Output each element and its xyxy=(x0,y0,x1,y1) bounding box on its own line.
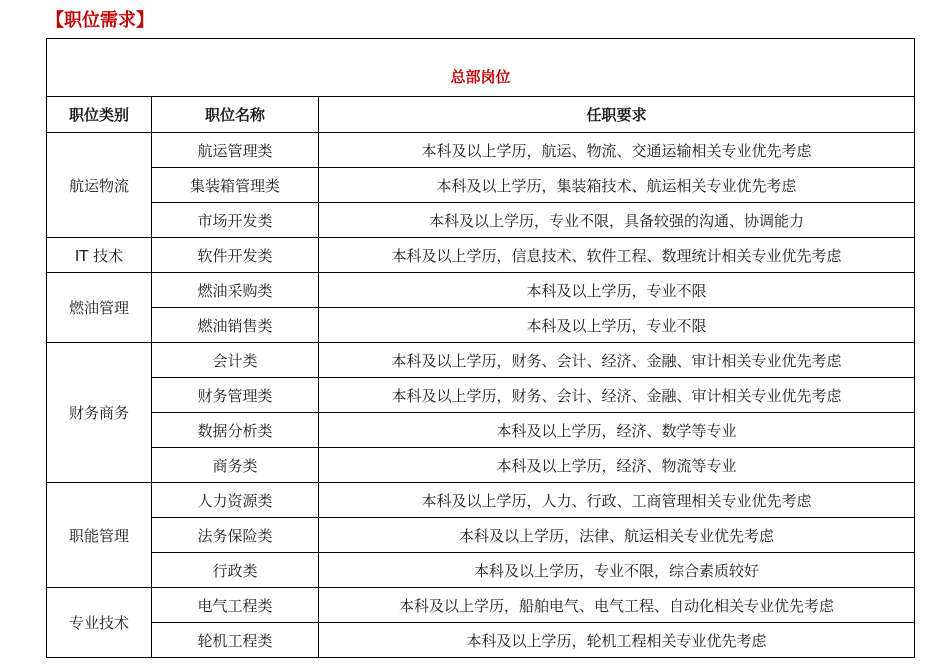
cell-position-name: 集装箱管理类 xyxy=(152,168,319,203)
header-requirement: 任职要求 xyxy=(319,97,915,133)
cell-category: 专业技术 xyxy=(47,588,152,658)
header-name: 职位名称 xyxy=(152,97,319,133)
cell-category: 财务商务 xyxy=(47,343,152,483)
cell-requirement: 本科及以上学历，集装箱技术、航运相关专业优先考虑 xyxy=(319,168,915,203)
table-row xyxy=(47,413,915,448)
table-header-row xyxy=(47,97,915,133)
cell-requirement: 本科及以上学历，信息技术、软件工程、数理统计相关专业优先考虑 xyxy=(319,238,915,273)
table-row xyxy=(47,238,915,273)
table-row xyxy=(47,203,915,238)
cell-position-name: 燃油采购类 xyxy=(152,273,319,308)
cell-requirement: 本科及以上学历，专业不限，具备较强的沟通、协调能力 xyxy=(319,203,915,238)
section-heading: 【职位需求】 xyxy=(46,10,154,31)
cell-requirement: 本科及以上学历，经济、数学等专业 xyxy=(319,413,915,448)
cell-requirement: 本科及以上学历，法律、航运相关专业优先考虑 xyxy=(319,518,915,553)
cell-requirement: 本科及以上学历，财务、会计、经济、金融、审计相关专业优先考虑 xyxy=(319,343,915,378)
table-row xyxy=(47,518,915,553)
cell-requirement: 本科及以上学历，专业不限 xyxy=(319,273,915,308)
table-row xyxy=(47,308,915,343)
table-title: 总部岗位 xyxy=(47,39,915,97)
header-category: 职位类别 xyxy=(47,97,152,133)
table-row xyxy=(47,133,915,168)
table-row xyxy=(47,553,915,588)
cell-position-name: 商务类 xyxy=(152,448,319,483)
cell-requirement: 本科及以上学历，专业不限 xyxy=(319,308,915,343)
cell-position-name: 财务管理类 xyxy=(152,378,319,413)
cell-category: IT 技术 xyxy=(47,238,152,273)
table-row xyxy=(47,343,915,378)
cell-category: 航运物流 xyxy=(47,133,152,238)
cell-position-name: 数据分析类 xyxy=(152,413,319,448)
cell-requirement: 本科及以上学历，人力、行政、工商管理相关专业优先考虑 xyxy=(319,483,915,518)
cell-category: 燃油管理 xyxy=(47,273,152,343)
table-row xyxy=(47,588,915,623)
table-body xyxy=(47,133,915,658)
table-row xyxy=(47,448,915,483)
cell-requirement: 本科及以上学历，轮机工程相关专业优先考虑 xyxy=(319,623,915,658)
cell-requirement: 本科及以上学历，专业不限，综合素质较好 xyxy=(319,553,915,588)
cell-requirement: 本科及以上学历，船舶电气、电气工程、自动化相关专业优先考虑 xyxy=(319,588,915,623)
cell-requirement: 本科及以上学历，经济、物流等专业 xyxy=(319,448,915,483)
cell-position-name: 软件开发类 xyxy=(152,238,319,273)
table-row xyxy=(47,483,915,518)
cell-position-name: 燃油销售类 xyxy=(152,308,319,343)
cell-position-name: 法务保险类 xyxy=(152,518,319,553)
cell-position-name: 市场开发类 xyxy=(152,203,319,238)
cell-requirement: 本科及以上学历，航运、物流、交通运输相关专业优先考虑 xyxy=(319,133,915,168)
cell-category: 职能管理 xyxy=(47,483,152,588)
table-row xyxy=(47,623,915,658)
table-row xyxy=(47,378,915,413)
cell-position-name: 行政类 xyxy=(152,553,319,588)
cell-position-name: 航运管理类 xyxy=(152,133,319,168)
job-requirements-table xyxy=(46,38,915,658)
cell-requirement: 本科及以上学历，财务、会计、经济、金融、审计相关专业优先考虑 xyxy=(319,378,915,413)
cell-position-name: 人力资源类 xyxy=(152,483,319,518)
table-row xyxy=(47,273,915,308)
cell-position-name: 轮机工程类 xyxy=(152,623,319,658)
cell-position-name: 电气工程类 xyxy=(152,588,319,623)
cell-position-name: 会计类 xyxy=(152,343,319,378)
table-row xyxy=(47,168,915,203)
